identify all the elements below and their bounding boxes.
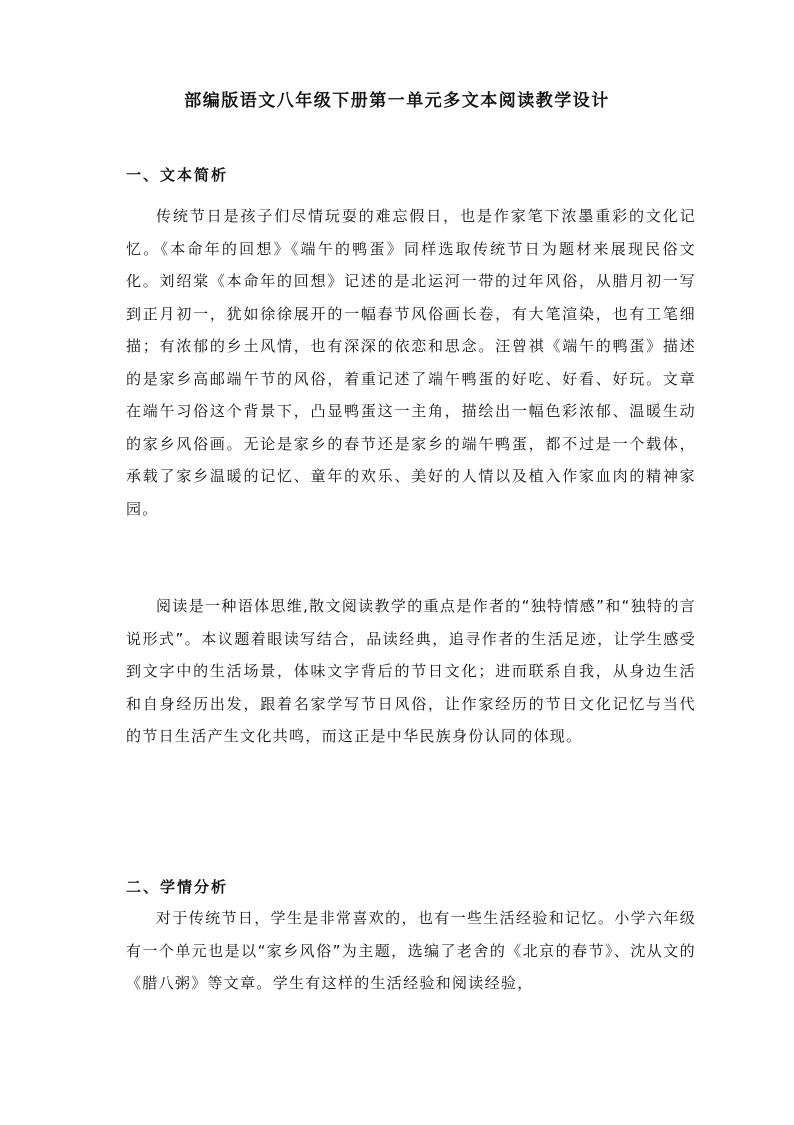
- section-heading-student-analysis: 二、学情分析: [126, 878, 229, 896]
- paragraph-text-overview: 传统节日是孩子们尽情玩耍的难忘假日，也是作家笔下浓墨重彩的文化记忆。《本命年的回想》《端午的鸭蛋》同样选取传统节日为题材来展现民俗文化。刘绍棠《本命年的回想》记述的是北运河一带的过年风俗，从腊月初一写到正月初一，犹如徐徐展开的一幅春节风俗画长卷，有大笔渲染，也有工笔细描；有浓郁的乡土风情，也有深深的依恋和思念。汪曾祺《端午的鸭蛋》描述的是家乡高邮端午节的风俗，着重记述了端午鸭蛋的好吃、好看、好玩。文章在端午习俗这个背景下，凸显鸭蛋这一主角，描绘出一幅色彩浓郁、温暖生动的家乡风俗画。无论是家乡的春节还是家乡的端午鸭蛋，都不过是一个载体，承载了家乡温暖的记忆、童年的欢乐、美好的人情以及植入作家血肉的精神家园。: [126, 207, 696, 518]
- document-title: 部编版语文八年级下册第一单元多文本阅读教学设计: [184, 91, 610, 111]
- paragraph-student-experience: 对于传统节日，学生是非常喜欢的，也有一些生活经验和记忆。小学六年级有一个单元也是以“家乡风俗”为主题，选编了老舍的《北京的春节》、沈从文的《腊八粥》等文章。学生有这样的生活经验和阅读经验，: [126, 909, 696, 992]
- paragraph-reading-approach: 阅读是一种语体思维,散文阅读教学的重点是作者的“独特情感”和“独特的言说形式”。本议题着眼读写结合，品读经典，追寻作者的生活足迹，让学生感受到文字中的生活场景，体味文字背后的节日文化；进而联系自我，从身边生活和自身经历出发，跟着名家学写节日风俗，让作家经历的节日文化记忆与当代的节日生活产生文化共鸣，而这正是中华民族身份认同的体现。: [126, 597, 696, 745]
- section-heading-text-analysis: 一、文本简析: [126, 166, 229, 184]
